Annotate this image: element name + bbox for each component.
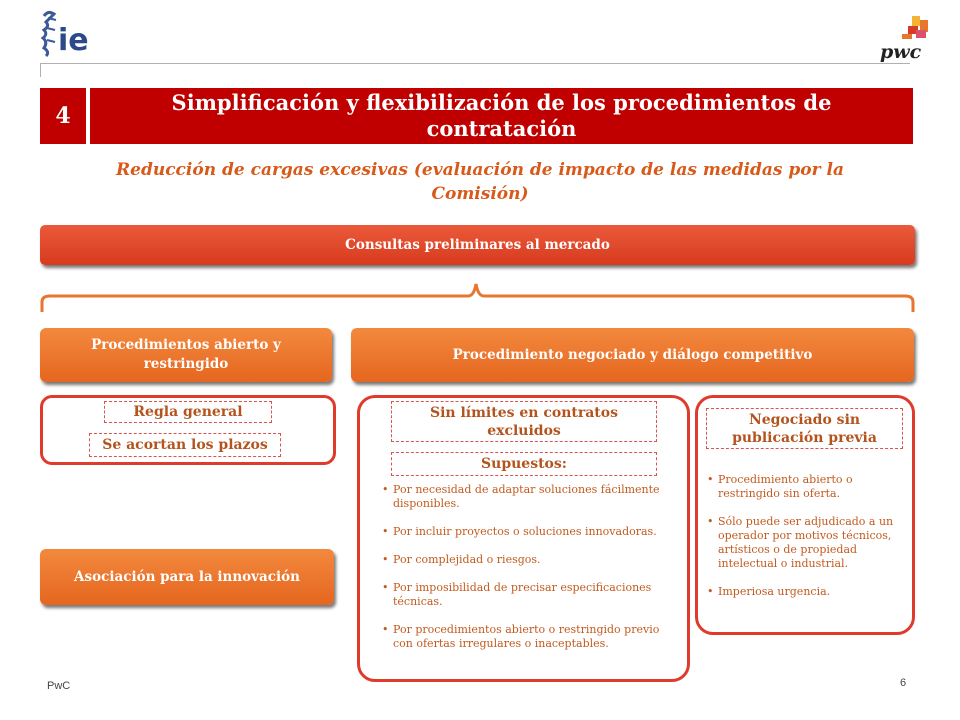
negotiated-bar [351, 328, 914, 382]
list-item: • Por complejidad o riesgos. [382, 553, 678, 567]
cases-tag: Supuestos: [391, 452, 657, 476]
open-restricted-heading-text: Procedimientos abierto y restringido [91, 337, 281, 372]
innovation-partnership-text: Asociación para la innovación [74, 568, 300, 585]
section-title [90, 88, 913, 144]
innovation-partnership-box [40, 549, 334, 605]
list-item: • Por imposibilidad de precisar especificaciones técnicas. [382, 581, 678, 609]
open-restricted-heading [40, 328, 332, 382]
page-number: 6 [900, 677, 907, 689]
pwc-logo [872, 14, 936, 64]
cases-list [382, 483, 678, 665]
header-divider [40, 63, 910, 64]
section-title-text: Simplificación y flexibilización de los procedimientos de contratación [171, 90, 832, 141]
section-subtitle: Reducción de cargas excesivas (evaluación de impacto de las medidas por la Comisión) [116, 160, 844, 204]
bracket-connector [40, 280, 915, 315]
svg-text:ie: ie [58, 23, 89, 58]
svg-text:pwc: pwc [880, 41, 922, 63]
consultas-bar: Consultas preliminares al mercado [40, 225, 915, 265]
no-publication-list [707, 473, 905, 613]
list-item: • Por procedimientos abierto o restringido previo con ofertas irregulares o inaceptables. [382, 623, 678, 651]
ie-logo [38, 8, 92, 58]
list-item: • Por necesidad de adaptar soluciones fácilmente disponibles. [382, 483, 678, 511]
list-item: • Sólo puede ser adjudicado a un operador por motivos técnicos, artísticos o de propiedad intelectual o industrial. [707, 515, 905, 571]
no-limits-tag: Sin límites en contratos excluidos [391, 401, 657, 442]
list-item: • Imperiosa urgencia. [707, 585, 905, 599]
no-publication-tag: Negociado sin publicación previa [706, 408, 903, 449]
footer-brand: PwC [47, 680, 71, 692]
header-divider-tick [40, 63, 41, 77]
list-item: • Por incluir proyectos o soluciones innovadoras. [382, 525, 678, 539]
general-rule-tag: Regla general [104, 401, 272, 423]
shorter-deadlines-tag: Se acortan los plazos [89, 433, 281, 457]
negotiated-bar-text: Procedimiento negociado y diálogo competitivo [452, 346, 813, 363]
section-number: 4 [40, 88, 86, 144]
list-item: • Procedimiento abierto o restringido sin oferta. [707, 473, 905, 501]
